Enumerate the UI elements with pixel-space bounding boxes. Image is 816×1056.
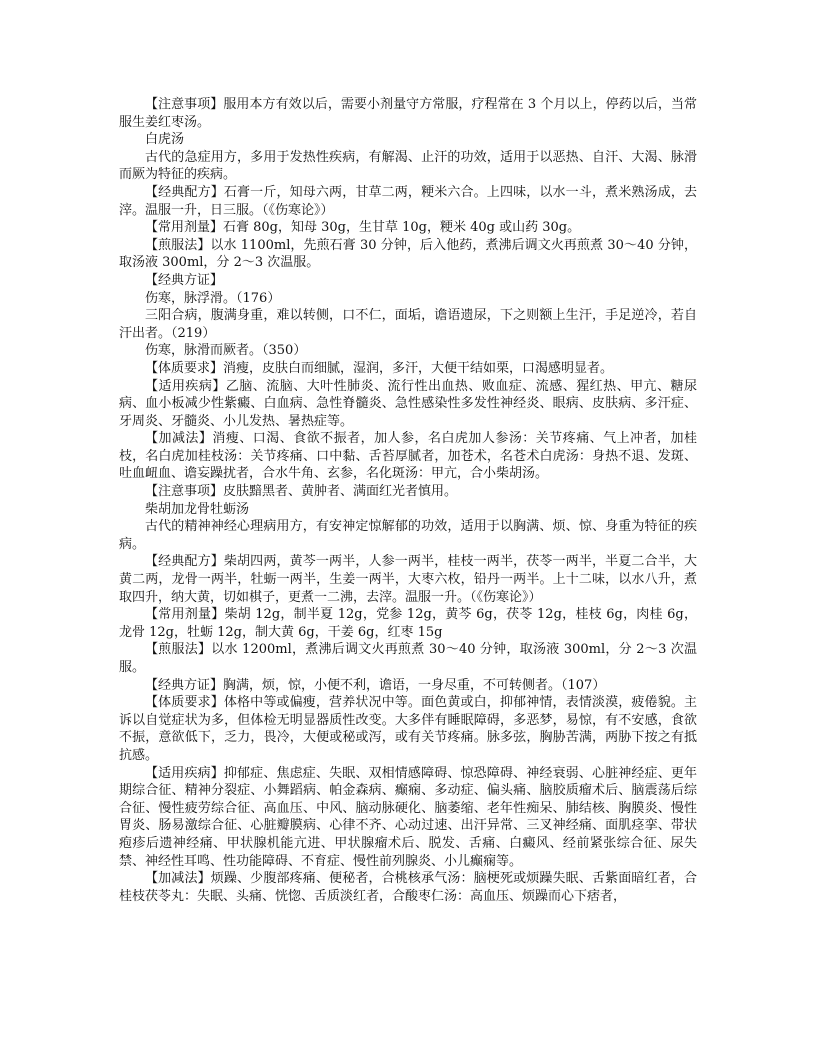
indications-paragraph: 【适用疾病】乙脑、流脑、大叶性肺炎、流行性出血热、败血症、流感、猩红热、甲亢、糖尿病、血小板减少性紫癜、白血病、急性脊髓炎、急性感染性多发性神经炎、眼病、皮肤病、多汗症、牙周炎、牙髓炎、小儿发热、暑热症等。 (119, 378, 697, 429)
classic-syndrome-heading: 【经典方证】 (145, 272, 224, 288)
dosage-paragraph: 【常用剂量】柴胡 12g，制半夏 12g，党参 12g，黄芩 6g，茯苓 12g，桂枝 6g，肉桂 6g，龙骨 12g，牡蛎 12g，制大黄 6g，干姜 6g，红枣 15g (119, 607, 697, 640)
constitution-paragraph: 【体质要求】消瘦，皮肤白而细腻，湿润，多汗，大便干结如栗，口渴感明显者。 (145, 360, 614, 376)
decoction-method-paragraph: 【煎服法】以水 1200ml，煮沸后调文火再煎煮 30～40 分钟，取汤液 300ml，分 2～3 次温服。 (119, 642, 697, 675)
modifications-paragraph: 【加减法】消瘦、口渴、食欲不振者，加人参，名白虎加人参汤：关节疼痛、气上冲者，加桂枝，名白虎加桂枝汤：关节疼痛、口中黏、舌苔厚腻者，加苍术，名苍术白虎汤：身热不退、发斑、吐血衄血、谵妄躁扰者，合水牛角、玄参，名化斑汤：甲亢，合小柴胡汤。 (119, 431, 697, 482)
indications-paragraph: 【适用疾病】抑郁症、焦虑症、失眠、双相情感障碍、惊恐障碍、神经衰弱、心脏神经症、更年期综合征、精神分裂症、小舞蹈病、帕金森病、癫痫、多动症、偏头痛、脑胶质瘤术后、脑震荡后综合征、慢性疲劳综合征、高血压、中风、脑动脉硬化、脑萎缩、老年性痴呆、肺结核、胸膜炎、慢性胃炎、肠易激综合征、心脏瓣膜病、心律不齐、心动过速、出汗异常、三叉神经痛、面肌痉挛、带状疱疹后遗神经痛、甲状腺机能亢进、甲状腺瘤术后、脱发、舌痛、白癜风、经前紧张综合征、尿失禁、神经性耳鸣、性功能障碍、不育症、慢性前列腺炎、小儿癫痫等。 (119, 765, 697, 869)
constitution-paragraph: 【体质要求】体格中等或偏瘦，营养状况中等。面色黄或白，抑郁神情，表情淡漠，疲倦貌。主诉以自觉症状为多，但体检无明显器质性改变。大多伴有睡眠障碍，多恶梦，易惊，有不安感，食欲不振，意欲低下，乏力，畏冷，大便或秘或泻，或有关节疼痛。脉多弦，胸胁苦满，两胁下按之有抵抗感。 (119, 695, 697, 763)
syndrome-line: 伤寒，脉滑而厥者。（350） (145, 343, 307, 359)
syndrome-line: 伤寒，脉浮滑。（176） (145, 290, 281, 306)
precautions-paragraph: 【注意事项】皮肤黯黑者、黄肿者、满面红光者慎用。 (145, 484, 458, 500)
syndrome-line: 三阳合病，腹满身重，难以转侧，口不仁，面垢，谵语遗尿，下之则额上生汗，手足逆冷，若自汗出者。（219） (119, 308, 697, 341)
modifications-paragraph: 【加减法】烦躁、少腹部疼痛、便秘者，合桃核承气汤：脑梗死或烦躁失眠、舌紫面暗红者，合桂枝茯苓丸：失眠、头痛、恍惚、舌质淡红者，合酸枣仁汤：高血压、烦躁而心下痞者， (119, 871, 697, 904)
classic-recipe-paragraph: 【经典配方】柴胡四两，黄芩一两半，人参一两半，桂枝一两半，茯苓一两半，半夏二合半，大黄二两，龙骨一两半，牡蛎一两半，生姜一两半，大枣六枚，铅丹一两半。上十二味，以水八升，煮取四升，纳大黄，切如棋子，更煮一二沸，去滓。温服一升。（《伤寒论》） (119, 554, 697, 605)
precautions-paragraph: 【注意事项】服用本方有效以后，需要小剂量守方常服，疗程常在 3 个月以上，停药以后，当常服生姜红枣汤。 (119, 97, 697, 130)
classic-recipe-paragraph: 【经典配方】石膏一斤，知母六两，甘草二两，粳米六合。上四味，以水一斗，煮米熟汤成，去滓。温服一升，日三服。（《伤寒论》） (119, 184, 697, 218)
formula-description: 古代的急症用方，多用于发热性疾病，有解渴、止汗的功效，适用于以恶热、自汗、大渴、脉滑而厥为特征的疾病。 (119, 149, 697, 183)
decoction-method-paragraph: 【煎服法】以水 1100ml，先煎石膏 30 分钟，后入他药，煮沸后调文火再煎煮 30～40 分钟，取汤液 300ml，分 2～3 次温服。 (119, 237, 697, 271)
formula-heading-baihu: 白虎汤 (145, 132, 185, 148)
formula-description: 古代的精神神经心理病用方，有安神定惊解郁的功效，适用于以胸满、烦、惊、身重为特征的疾病。 (119, 519, 697, 552)
classic-syndrome-paragraph: 【经典方证】胸满，烦，惊，小便不利，谵语，一身尽重，不可转侧者。（107） (145, 677, 606, 693)
formula-heading-chaihu: 柴胡加龙骨牡蛎汤 (145, 501, 250, 517)
document-page (119, 96, 697, 905)
dosage-paragraph: 【常用剂量】石膏 80g，知母 30g，生甘草 10g，粳米 40g 或山药 30g。 (145, 220, 581, 236)
